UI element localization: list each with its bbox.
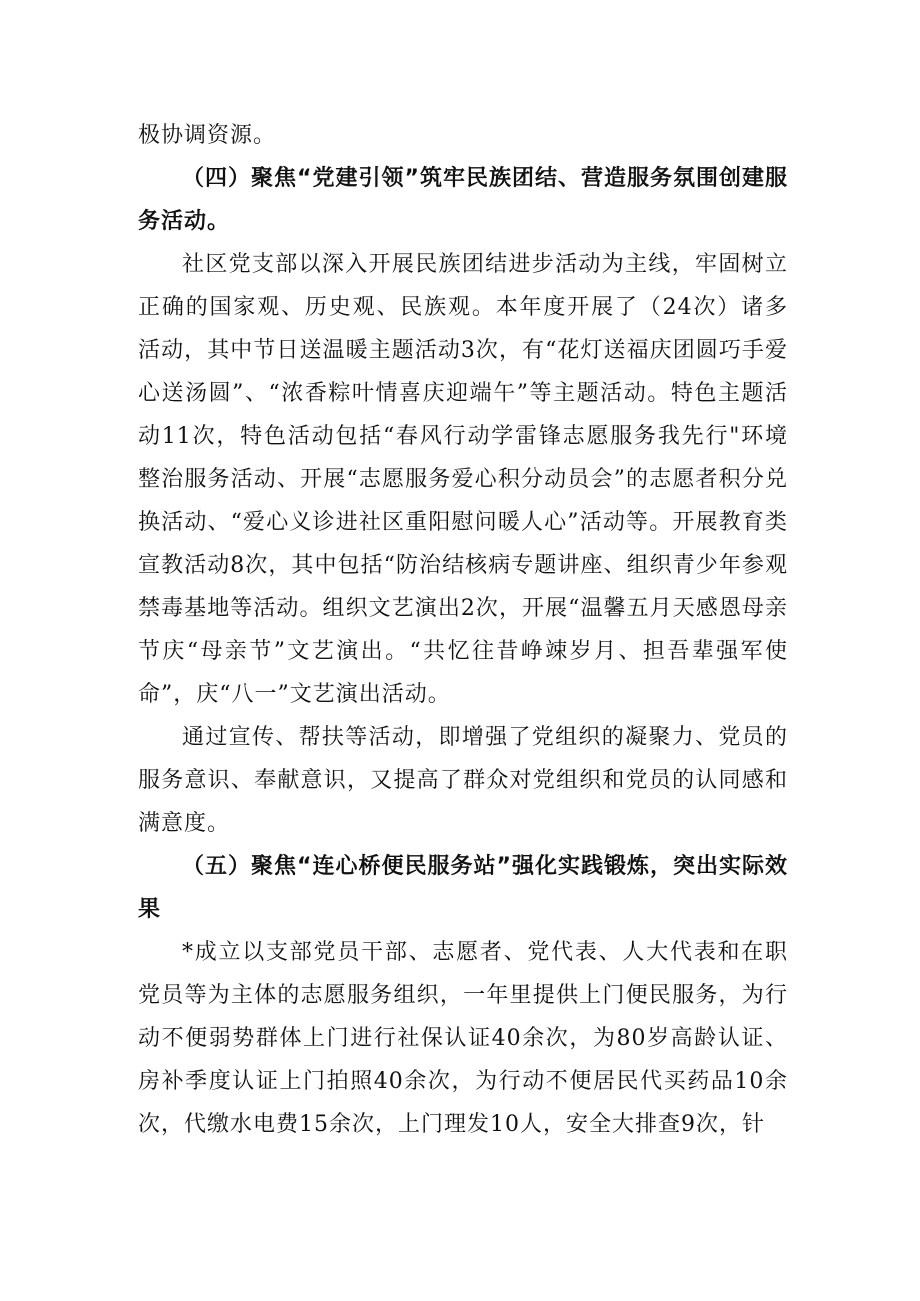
- section-heading-5: （五）聚焦“连心桥便民服务站”强化实践锻炼，突出实际效果: [138, 854, 788, 922]
- paragraph-service-station: *成立以支部党员干部、志愿者、党代表、人大代表和在职党员等为主体的志愿服务组织，一年里提供上门便民服务，为行动不便弱势群体上门进行社保认证40余次，为80岁高龄认证、房补季度认证上门拍照40余次，为行动不便居民代买药品10余次，代缴水电费15余次，上门理发10人，安全大排查9次，针: [138, 940, 788, 1137]
- paragraph-continuation: 极协调资源。: [138, 123, 277, 148]
- section-heading-4: （四）聚焦“党建引领”筑牢民族团结、营造服务氛围创建服务活动。: [138, 166, 788, 234]
- document-body: [138, 114, 788, 1146]
- paragraph-activities: 社区党支部以深入开展民族团结进步活动为主线，牢固树立正确的国家观、历史观、民族观。本年度开展了（24次）诸多活动，其中节日送温暖主题活动3次，有“花灯送福庆团圆巧手爱心送汤圆”、“浓香粽叶情喜庆迎端午”等主题活动。特色主题活动11次，特色活动包括“春风行动学雷锋志愿服务我先行"环境整治服务活动、开展“志愿服务爱心积分动员会”的志愿者积分兑换活动、“爱心义诊进社区重阳慰问暖人心”活动等。开展教育类宣教活动8次，其中包括“防治结核病专题讲座、组织青少年参观禁毒基地等活动。组织文艺演出2次，开展“温馨五月天感恩母亲节庆“母亲节”文艺演出。“共忆往昔峥竦岁月、担吾辈强军使命”，庆“八一”文艺演出活动。: [138, 252, 788, 707]
- paragraph-effects: 通过宣传、帮扶等活动，即增强了党组织的凝聚力、党员的服务意识、奉献意识，又提高了群众对党组织和党员的认同感和满意度。: [138, 725, 788, 836]
